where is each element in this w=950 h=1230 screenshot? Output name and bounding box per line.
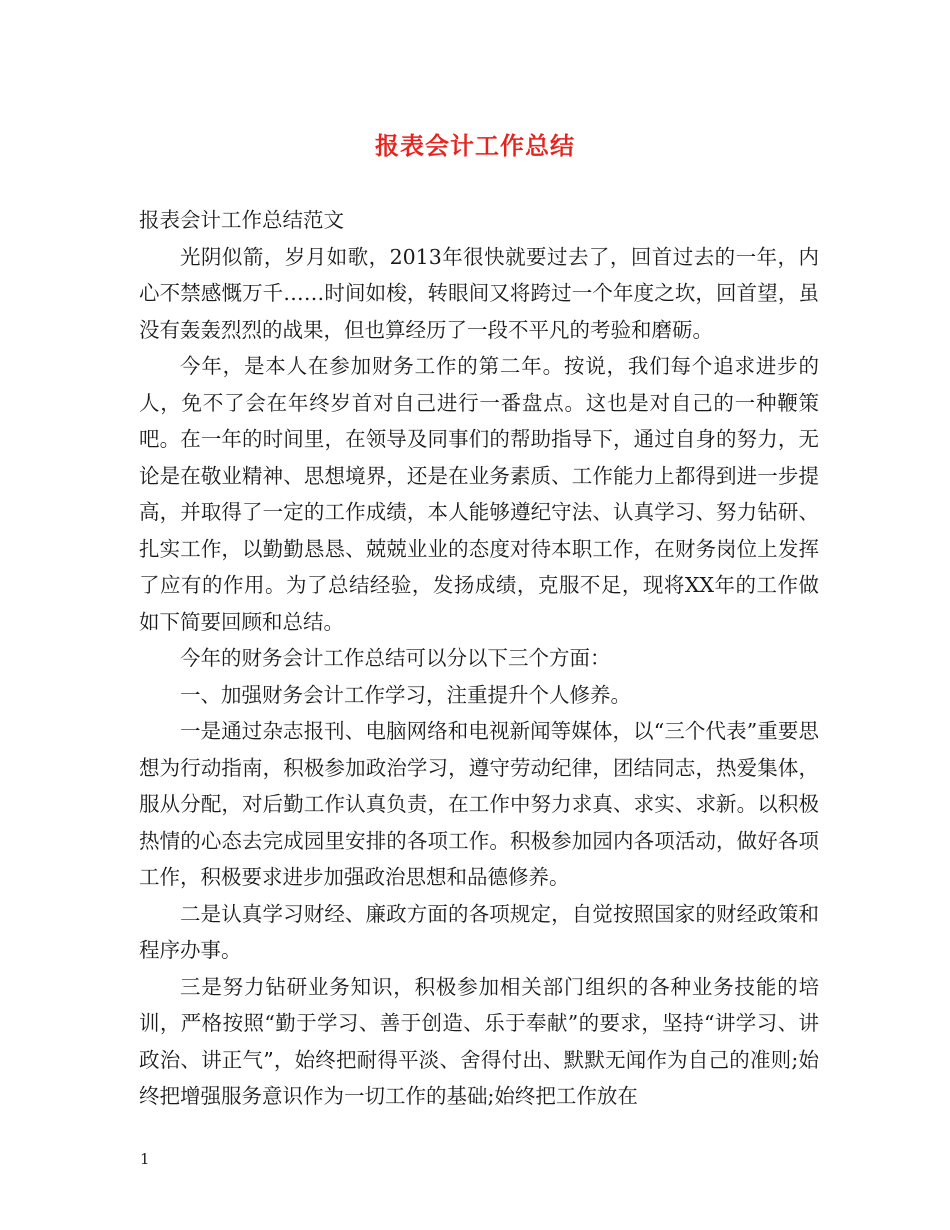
paragraph-point-1: 一是通过杂志报刊、电脑网络和电视新闻等媒体，以“三个代表”重要思想为行动指南，积极参加政治学习，遵守劳动纪律，团结同志，热爱集体，服从分配，对后勤工作认真负责，在工作中努力求真、求实、求新。以积极热情的心态去完成园里安排的各项工作。积极参加园内各项活动，做好各项工作，积极要求进步加强政治思想和品德修养。 <box>139 719 819 889</box>
paragraph-aspects-lead: 今年的财务会计工作总结可以分以下三个方面： <box>180 646 611 670</box>
document-subtitle: 报表会计工作总结范文 <box>139 208 344 232</box>
page-number: 1 <box>140 1150 150 1168</box>
paragraph-summary: 今年，是本人在参加财务工作的第二年。按说，我们每个追求进步的人，免不了会在年终岁首对自己进行一番盘点。这也是对自己的一种鞭策吧。在一年的时间里，在领导及同事们的帮助指导下，通过自身的努力，无论是在敬业精神、思想境界，还是在业务素质、工作能力上都得到进一步提高，并取得了一定的工作成绩，本人能够遵纪守法、认真学习、努力钻研、扎实工作，以勤勤恳恳、兢兢业业的态度对待本职工作，在财务岗位上发挥了应有的作用。为了总结经验，发扬成绩，克服不足，现将XX年的工作做如下简要回顾和总结。 <box>139 354 819 634</box>
paragraph-intro: 光阴似箭，岁月如歌，2013年很快就要过去了，回首过去的一年，内心不禁感慨万千……时间如梭，转眼间又将跨过一个年度之坎，回首望，虽没有轰轰烈烈的战果，但也算经历了一段不平凡的考验和磨砺。 <box>139 244 819 342</box>
section-heading-1: 一、加强财务会计工作学习，注重提升个人修养。 <box>180 682 631 707</box>
paragraph-point-2: 二是认真学习财经、廉政方面的各项规定，自觉按照国家的财经政策和程序办事。 <box>139 901 819 962</box>
paragraph-point-3: 三是努力钻研业务知识，积极参加相关部门组织的各种业务技能的培训，严格按照“勤于学习、善于创造、乐于奉献”的要求，坚持“讲学习、讲政治、讲正气”，始终把耐得平淡、舍得付出、默默无闻作为自己的准则;始终把增强服务意识作为一切工作的基础;始终把工作放在 <box>139 974 819 1108</box>
document-body <box>139 202 819 1115</box>
document-title: 报表会计工作总结 <box>375 131 575 160</box>
